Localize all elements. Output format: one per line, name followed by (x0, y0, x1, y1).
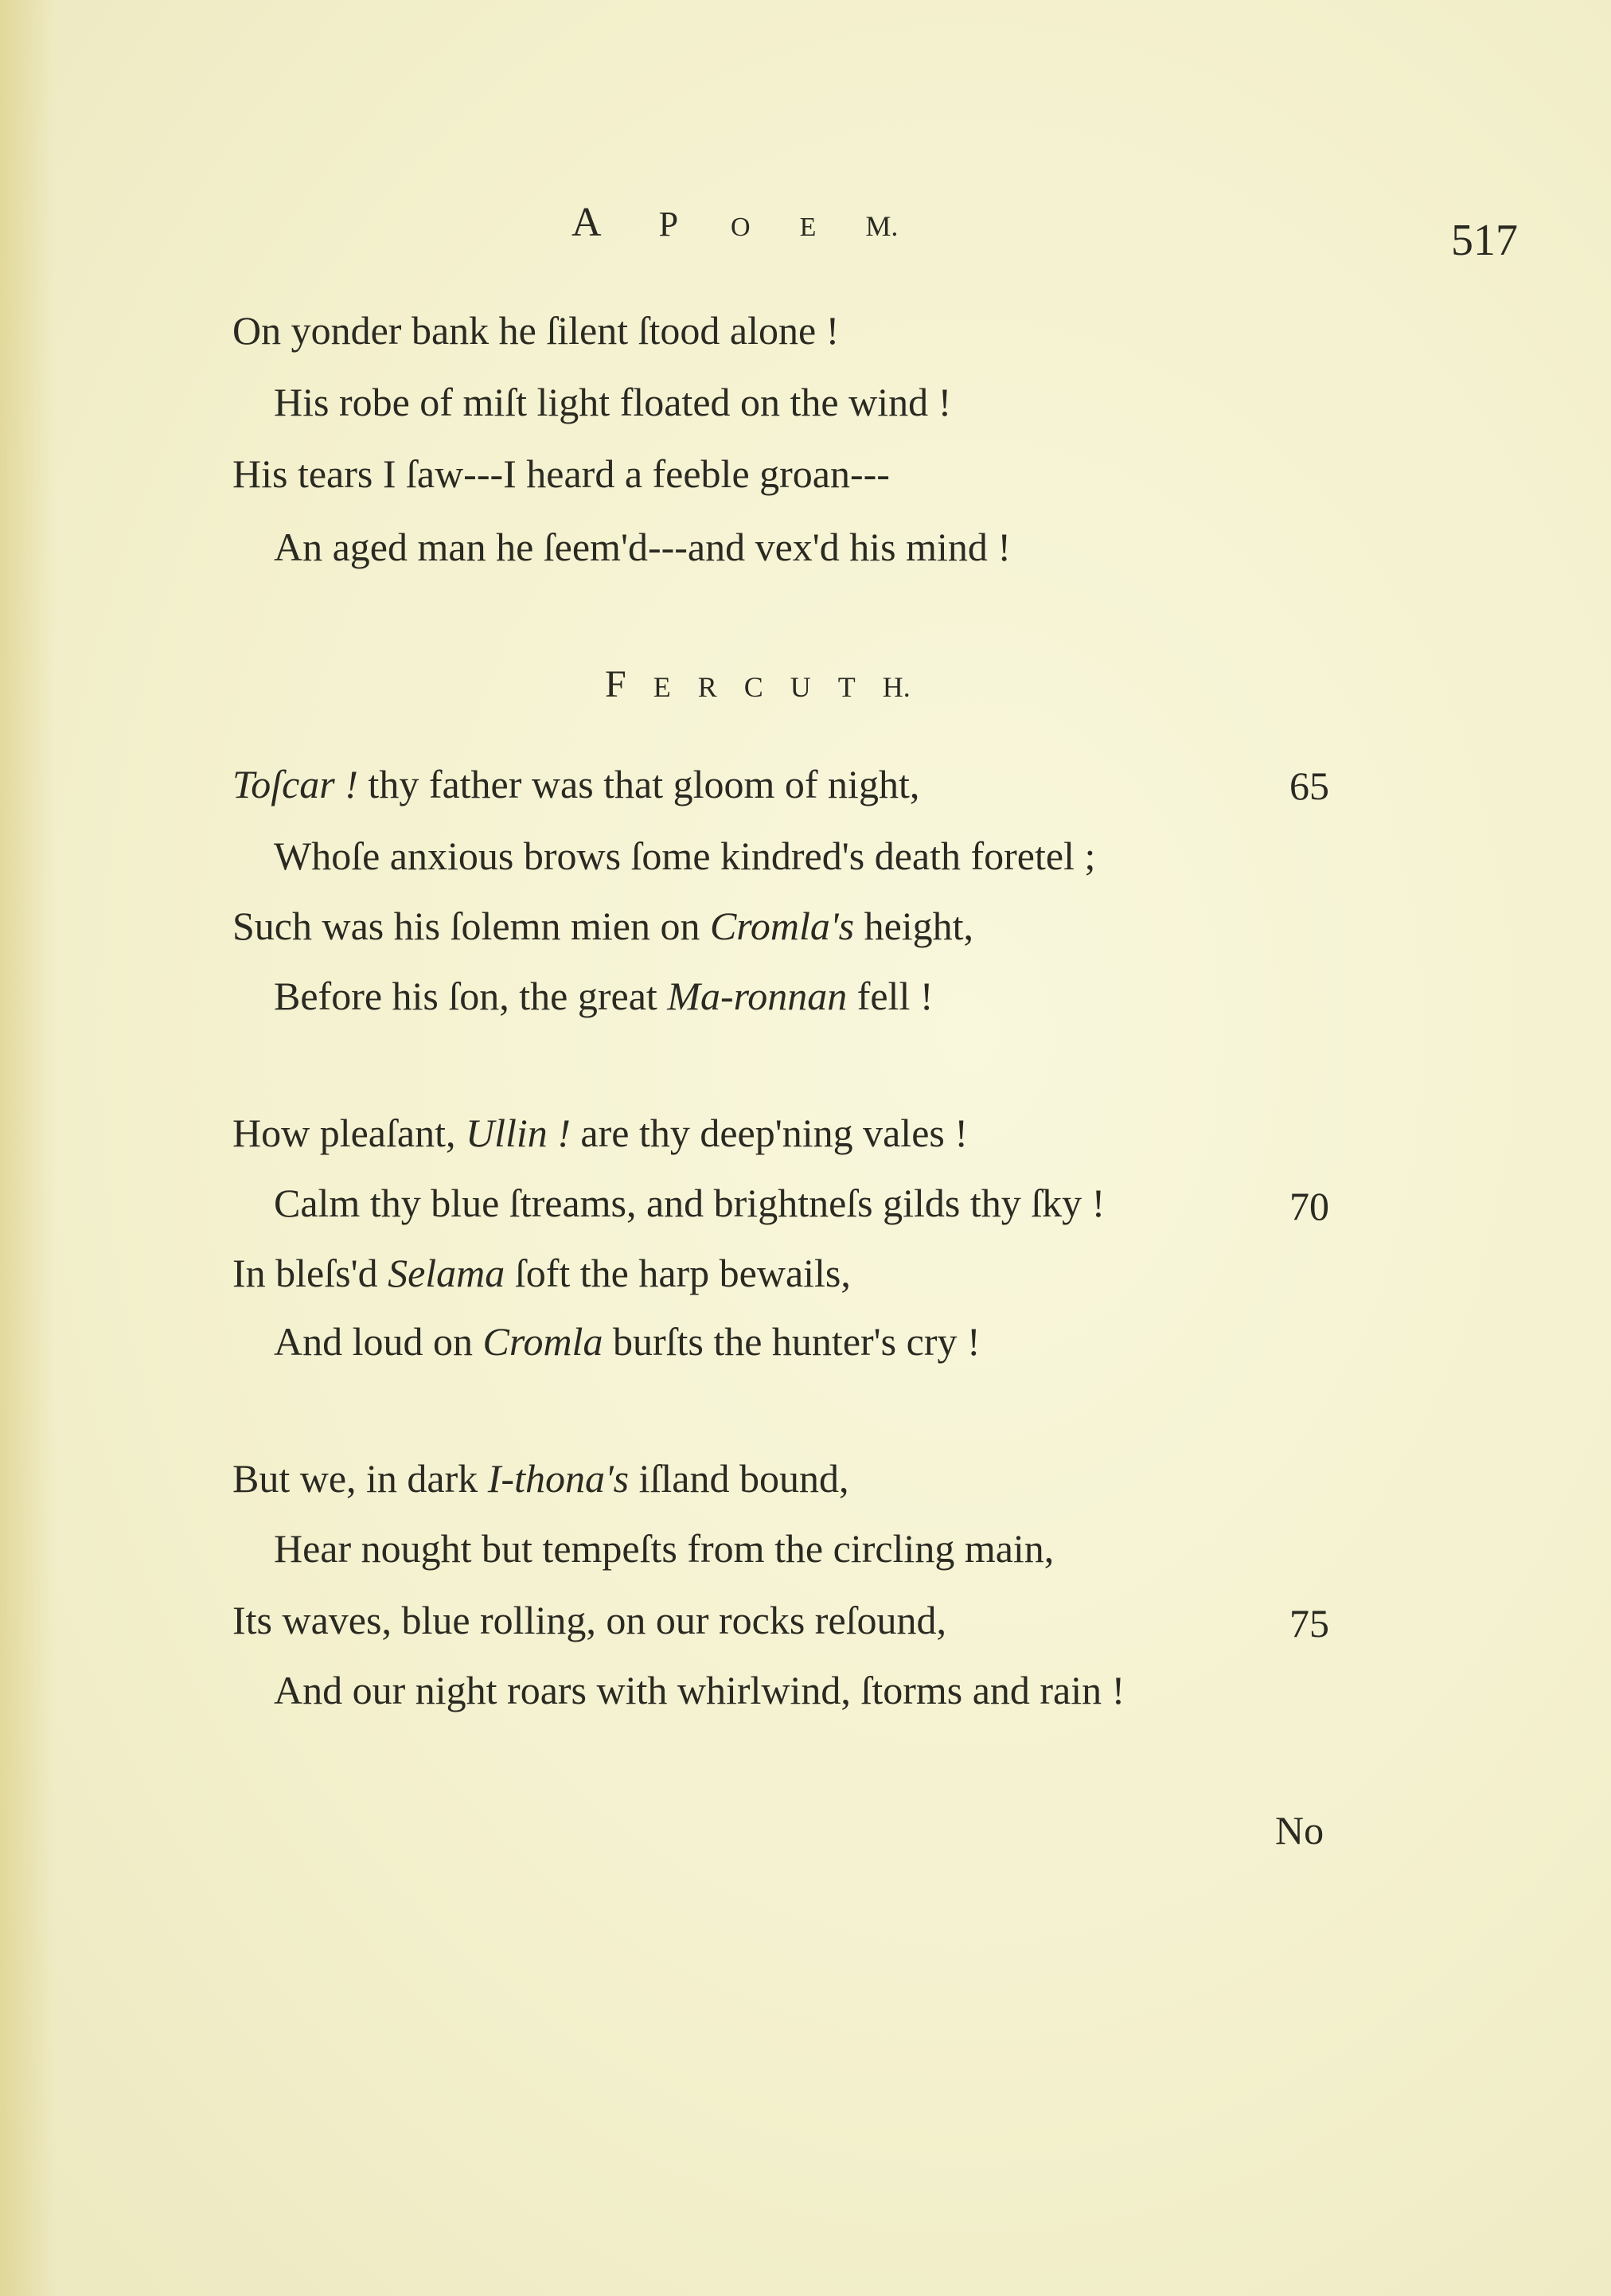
verse-line: Its waves, blue rolling, on our rocks reſound, (232, 1598, 947, 1642)
catchword: No (1275, 1808, 1324, 1853)
verse-line: Calm thy blue ſtreams, and brightneſs gilds thy ſky ! (274, 1181, 1106, 1225)
verse-line (274, 976, 933, 1016)
verse-text: Such was his ſolemn mien on (232, 904, 710, 948)
speaker-letter: R (697, 671, 717, 703)
running-head-m: M. (865, 210, 899, 242)
verse-text: In bleſs'd (232, 1251, 388, 1295)
verse-text: ſoft the harp bewails, (505, 1251, 851, 1295)
speaker-letter: T (837, 671, 856, 703)
verse-line (232, 764, 919, 804)
verse-text: Before his ſon, the great (274, 974, 668, 1018)
running-head-p: P (658, 205, 679, 244)
italic-name: Ma-ronnan (667, 974, 848, 1018)
verse-line (232, 1253, 851, 1293)
italic-name: Cromla's (709, 904, 855, 948)
verse-line: On yonder bank he ſilent ſtood alone ! (232, 308, 840, 353)
italic-name: Selama (388, 1251, 505, 1295)
italic-name: Ullin ! (465, 1111, 571, 1155)
page-edge-shadow (0, 0, 56, 2296)
verse-text: And loud on (274, 1319, 483, 1364)
verse-line: His robe of miſt light floated on the wind ! (274, 380, 952, 424)
verse-line (232, 1456, 849, 1501)
speaker-letter: H. (882, 671, 911, 703)
verse-text: burſts the hunter's cry ! (603, 1319, 981, 1364)
verse-text: height, (854, 904, 974, 948)
verse-line (274, 1319, 981, 1364)
speaker-heading (605, 662, 911, 706)
verse-line: And our night roars with whirlwind, ſtorms and rain ! (274, 1668, 1125, 1712)
italic-name: Cromla (482, 1319, 603, 1364)
verse-line (232, 1113, 968, 1153)
running-head-e: E (799, 213, 817, 242)
speaker-initial: F (605, 663, 626, 705)
line-number: 75 (1289, 1601, 1329, 1646)
verse-line: An aged man he ſeem'd---and vex'd his mind ! (274, 525, 1012, 569)
line-number: 65 (1289, 763, 1329, 808)
speaker-letter: U (790, 671, 811, 703)
verse-text: fell ! (847, 974, 934, 1018)
verse-text: thy father was that gloom of night, (357, 762, 920, 806)
running-head-a: A (571, 200, 602, 245)
italic-name: I-thona's (487, 1456, 630, 1501)
speaker-letter: E (653, 671, 671, 703)
italic-name: Toſcar ! (232, 762, 358, 806)
verse-line: Hear nought but tempeſts from the circling main, (274, 1526, 1055, 1571)
running-head-o: O (731, 213, 751, 242)
verse-line: Whoſe anxious brows ſome kindred's death foretel ; (274, 834, 1096, 878)
page-number: 517 (1451, 216, 1518, 265)
verse-line (232, 906, 973, 946)
line-number: 70 (1289, 1184, 1329, 1228)
verse-text: But we, in dark (232, 1456, 488, 1501)
speaker-letter: C (743, 671, 763, 703)
verse-text: How pleaſant, (232, 1111, 466, 1155)
verse-text: are thy deep'ning vales ! (570, 1111, 969, 1155)
verse-line: His tears I ſaw---I heard a feeble groan--- (232, 451, 890, 496)
verse-text: iſland bound, (629, 1456, 849, 1501)
running-head (571, 199, 1049, 246)
